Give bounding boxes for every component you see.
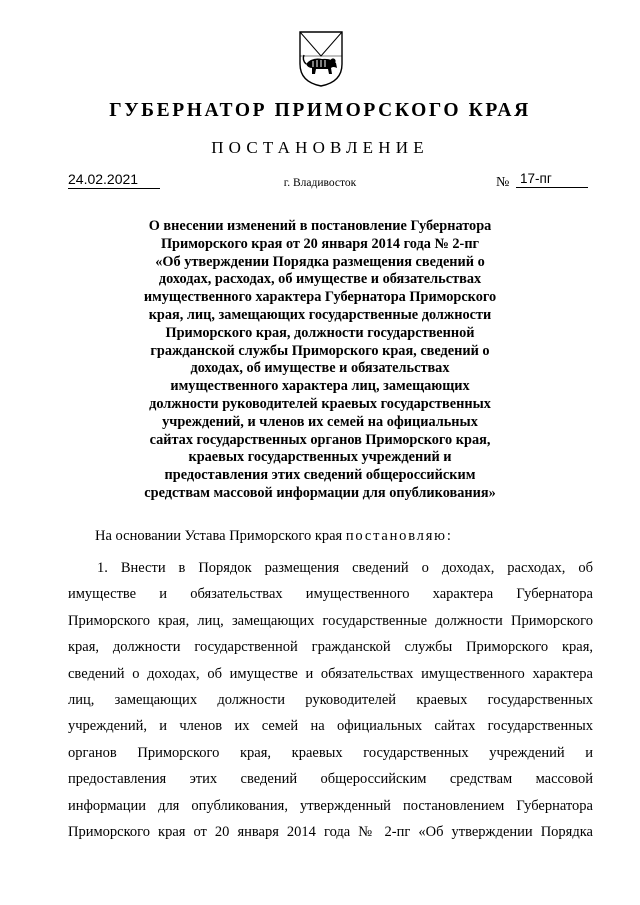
number-sign: № — [496, 175, 510, 190]
document-type: ПОСТАНОВЛЕНИЕ — [211, 138, 429, 157]
heading-line: гражданской службы Приморского края, сведений о — [150, 342, 490, 359]
paragraph-line: Приморского края от 20 января 2014 года № 2-пг «Об утверждении Порядка — [68, 824, 593, 841]
document-date: 24.02.2021 — [68, 171, 160, 189]
heading-line: «Об утверждении Порядка размещения сведений о — [155, 253, 485, 270]
paragraph-line: 1. Внести в Порядок размещения сведений о доходах, расходах, об — [97, 560, 593, 576]
paragraph-line: края, должности государственной гражданской службы Приморского края, — [68, 639, 593, 656]
document-number: 17-пг — [516, 170, 588, 188]
heading-line: доходах, расходах, об имуществе и обязательствах — [158, 271, 482, 288]
heading-line: Приморского края, должности государственной — [165, 324, 475, 341]
heading-line: предоставления этих сведений общероссийским — [164, 467, 476, 484]
heading-line: учреждений, и членов их семей на официальных — [162, 413, 478, 430]
heading-line: Приморского края от 20 января 2014 года № 2-пг — [160, 235, 480, 252]
document-heading — [120, 218, 520, 503]
paragraph-1 — [68, 555, 593, 845]
issuing-authority: ГУБЕРНАТОР ПРИМОРСКОГО КРАЯ — [109, 100, 531, 121]
heading-line: имущественного характера лиц, замещающих — [170, 378, 470, 395]
heading-line: О внесении изменений в постановление Губернатора — [148, 218, 492, 234]
basis-statement — [95, 528, 451, 545]
heading-line: должности руководителей краевых государственных — [149, 395, 491, 412]
city-name: г. Владивосток — [283, 177, 357, 189]
paragraph-line: имуществе и обязательствах имущественного характера Губернатора — [68, 586, 593, 603]
heading-line: средствам массовой информации для опубликования» — [144, 484, 496, 501]
paragraph-line: органов Приморского края, краевых государственных учреждений и — [68, 744, 593, 761]
heading-line: края, лиц, замещающих государственные должности — [148, 306, 492, 323]
paragraph-line: информации для опубликования, утвержденный постановлением Губернатора — [68, 797, 593, 814]
basis-verb: постановляю — [345, 528, 447, 544]
paragraph-line: учреждений, и членов их семей на официальных сайтах государственных — [68, 718, 593, 735]
heading-line: доходах, об имуществе и обязательствах — [190, 360, 450, 377]
paragraph-line: лиц, замещающих должности руководителей краевых государственных — [68, 692, 593, 709]
heading-line: имущественного характера Губернатора Приморского — [143, 289, 497, 306]
paragraph-line: Приморского края, лиц, замещающих государственные должности Приморского — [68, 612, 593, 629]
heading-line: краевых государственных учреждений и — [188, 449, 452, 466]
heading-line: сайтах государственных органов Приморского края, — [149, 431, 491, 448]
paragraph-line: сведений о доходах, об имуществе и обязательствах имущественного характера — [68, 665, 593, 682]
basis-suffix: : — [446, 528, 451, 544]
paragraph-line: предоставления этих сведений общероссийским средствам массовой — [68, 771, 593, 788]
coat-of-arms-emblem — [298, 30, 344, 88]
basis-prefix: На основании Устава Приморского края — [95, 528, 346, 544]
